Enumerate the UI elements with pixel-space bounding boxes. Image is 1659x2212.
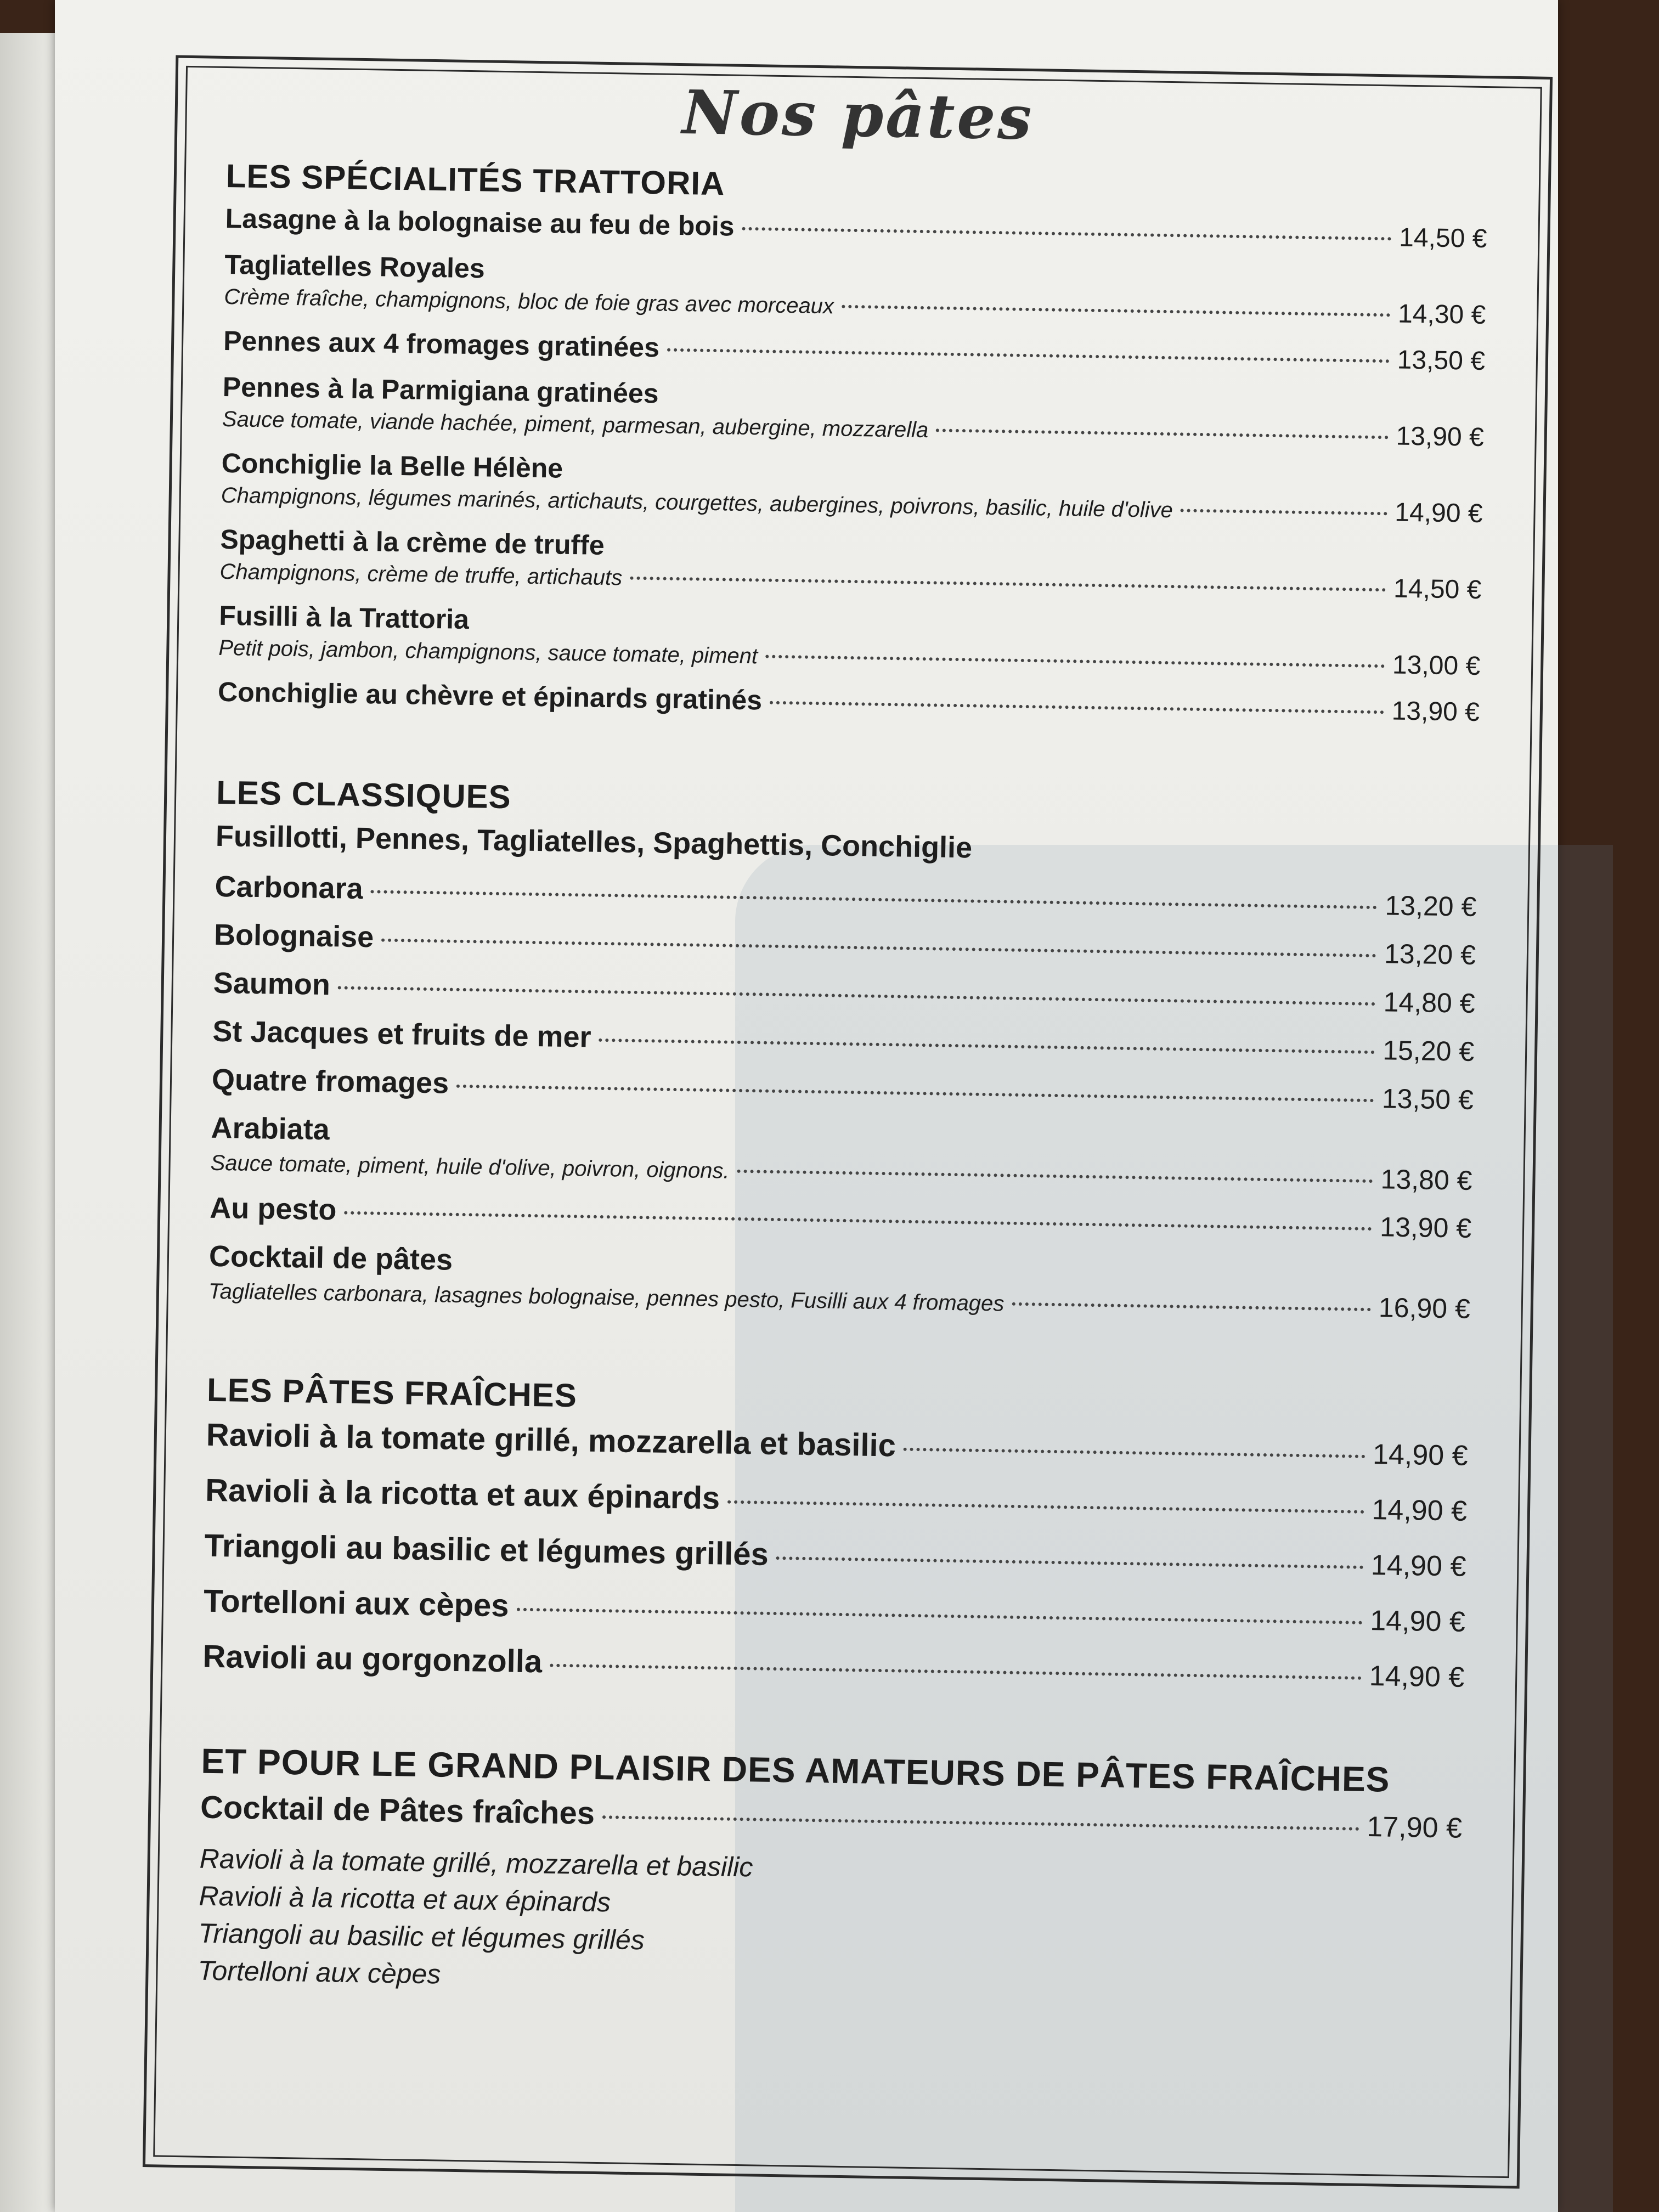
list-item: Ravioli à la tomate grillé, mozzarella et basilic — [199, 1843, 753, 1883]
item-name: Tortelloni aux cèpes — [203, 1583, 510, 1624]
leader-dots — [338, 986, 1376, 1006]
leader-dots — [630, 577, 1386, 592]
leader-dots — [842, 305, 1390, 317]
cocktail-contents — [198, 1840, 1462, 2009]
section-amateurs — [198, 1741, 1463, 2009]
menu-content — [196, 70, 1489, 2075]
menu-item — [213, 966, 1475, 1020]
menu-item — [219, 523, 1482, 605]
menu-item — [218, 676, 1480, 727]
item-price: 13,50 € — [1381, 1083, 1474, 1115]
section-pates-fraiches — [202, 1371, 1469, 1695]
item-price: 14,30 € — [1397, 299, 1486, 330]
item-price: 14,90 € — [1369, 1660, 1465, 1694]
menu-item — [214, 918, 1476, 972]
menu-item — [218, 600, 1481, 681]
leader-dots — [667, 348, 1390, 363]
item-price: 13,90 € — [1396, 421, 1485, 453]
item-name: Bolognaise — [213, 918, 374, 954]
section-title: LES SPÉCIALITÉS TRATTORIA — [225, 157, 725, 202]
menu-item — [223, 325, 1486, 376]
item-price: 13,50 € — [1397, 345, 1486, 376]
item-price: 15,20 € — [1382, 1035, 1475, 1067]
menu-border — [143, 55, 1553, 2189]
menu-item — [221, 447, 1483, 529]
menu-item — [222, 371, 1485, 453]
item-price: 14,90 € — [1372, 1438, 1469, 1472]
item-description: Sauce tomate, viande hachée, piment, parmesan, aubergine, mozzarella — [222, 407, 929, 443]
item-name: Pennes aux 4 fromages gratinées — [223, 325, 660, 363]
section-classiques — [208, 774, 1479, 1325]
menu-item — [208, 1239, 1471, 1325]
item-price: 17,90 € — [1366, 1811, 1463, 1844]
menu-item — [202, 1638, 1465, 1695]
item-name: Lasagne à la bolognaise au feu de bois — [225, 202, 735, 242]
leader-dots — [1181, 509, 1387, 515]
item-price: 13,20 € — [1385, 890, 1477, 922]
list-item: Triangoli au basilic et légumes grillés — [198, 1917, 645, 1956]
leader-dots — [904, 1448, 1365, 1458]
leader-dots — [776, 1556, 1363, 1569]
item-name: Conchiglie la Belle Hélène — [221, 447, 563, 484]
item-price: 13,20 € — [1384, 938, 1476, 970]
list-item: Ravioli à la ricotta et aux épinards — [199, 1880, 611, 1918]
leader-dots — [737, 1170, 1373, 1183]
item-name: Saumon — [213, 966, 331, 1002]
menu-item — [204, 1583, 1466, 1639]
item-name: Arabiata — [211, 1111, 330, 1147]
section-title: LES CLASSIQUES — [216, 774, 512, 816]
item-price: 13,90 € — [1391, 696, 1480, 727]
item-price: 14,90 € — [1395, 498, 1483, 529]
leader-dots — [602, 1815, 1359, 1831]
item-name: Ravioli à la tomate grillé, mozzarella et basilic — [206, 1417, 896, 1464]
item-description: Tagliatelles carbonara, lasagnes bolognaise, pennes pesto, Fusilli aux 4 fromages — [208, 1279, 1005, 1316]
item-description: Petit pois, jambon, champignons, sauce tomate, piment — [218, 635, 758, 669]
item-name: Pennes à la Parmigiana gratinées — [222, 371, 659, 409]
item-name: Ravioli au gorgonzolla — [202, 1638, 543, 1680]
item-price: 16,90 € — [1378, 1292, 1471, 1324]
item-price: 14,90 € — [1369, 1605, 1466, 1638]
item-price: 14,50 € — [1398, 223, 1487, 254]
item-name: Spaghetti à la crème de truffe — [220, 523, 605, 561]
item-name: Cocktail de pâtes — [208, 1239, 453, 1277]
leader-dots — [550, 1664, 1362, 1680]
leader-dots — [936, 428, 1388, 439]
section-title: LES PÂTES FRAÎCHES — [206, 1371, 578, 1414]
leader-dots — [742, 227, 1392, 241]
item-name: St Jacques et fruits de mer — [212, 1014, 592, 1054]
leader-dots — [599, 1039, 1375, 1054]
item-name: Carbonara — [215, 870, 364, 906]
item-description: Champignons, crème de truffe, artichauts — [219, 559, 623, 590]
leader-dots — [456, 1085, 1374, 1102]
item-name: Tagliatelles Royales — [224, 249, 486, 284]
menu-item — [205, 1472, 1468, 1528]
menu-item — [204, 1527, 1466, 1584]
menu-item — [212, 1063, 1474, 1116]
item-description: Crème fraîche, champignons, bloc de foie gras avec morceaux — [224, 284, 834, 319]
item-name: Triangoli au basilic et légumes grillés — [204, 1527, 769, 1572]
leader-dots — [1012, 1302, 1371, 1311]
item-description: Champignons, légumes marinés, artichauts, courgettes, aubergines, poivrons, basilic, huile d'olive — [221, 483, 1173, 523]
menu-item — [210, 1191, 1472, 1245]
item-price: 14,90 € — [1372, 1494, 1468, 1527]
item-name: Conchiglie au chèvre et épinards gratinés — [217, 676, 763, 716]
menu-item — [210, 1111, 1473, 1197]
item-name: Quatre fromages — [211, 1063, 449, 1100]
item-price: 13,80 € — [1380, 1164, 1472, 1196]
item-name: Cocktail de Pâtes fraîches — [200, 1789, 595, 1831]
item-price: 14,50 € — [1393, 574, 1482, 605]
menu-page — [55, 0, 1558, 2212]
menu-item — [224, 249, 1486, 330]
section-subtitle: Fusillotti, Pennes, Tagliatelles, Spaghettis, Conchiglie — [215, 819, 973, 865]
menu-item — [215, 870, 1477, 923]
menu-title: Nos pâtes — [681, 77, 1035, 154]
leader-dots — [770, 701, 1384, 714]
item-name: Fusilli à la Trattoria — [218, 600, 470, 635]
item-price: 14,90 € — [1370, 1549, 1466, 1583]
item-description: Sauce tomate, piment, huile d'olive, poivron, oignons. — [210, 1150, 730, 1183]
leader-dots — [371, 890, 1378, 909]
section-title: ET POUR LE GRAND PLAISIR DES AMATEURS DE PÂTES FRAÎCHES — [200, 1741, 1391, 1799]
item-name: Ravioli à la ricotta et aux épinards — [205, 1472, 720, 1516]
leader-dots — [381, 939, 1376, 957]
item-price: 13,90 € — [1379, 1211, 1472, 1244]
leader-dots — [765, 655, 1385, 668]
section-specialites — [218, 157, 1488, 727]
list-item: Tortelloni aux cèpes — [198, 1955, 441, 1990]
item-price: 13,00 € — [1392, 650, 1481, 681]
item-name: Au pesto — [209, 1191, 337, 1227]
leader-dots — [727, 1500, 1364, 1514]
leader-dots — [344, 1211, 1372, 1231]
leader-dots — [516, 1608, 1362, 1624]
menu-item — [212, 1014, 1475, 1068]
item-price: 14,80 € — [1383, 986, 1475, 1019]
